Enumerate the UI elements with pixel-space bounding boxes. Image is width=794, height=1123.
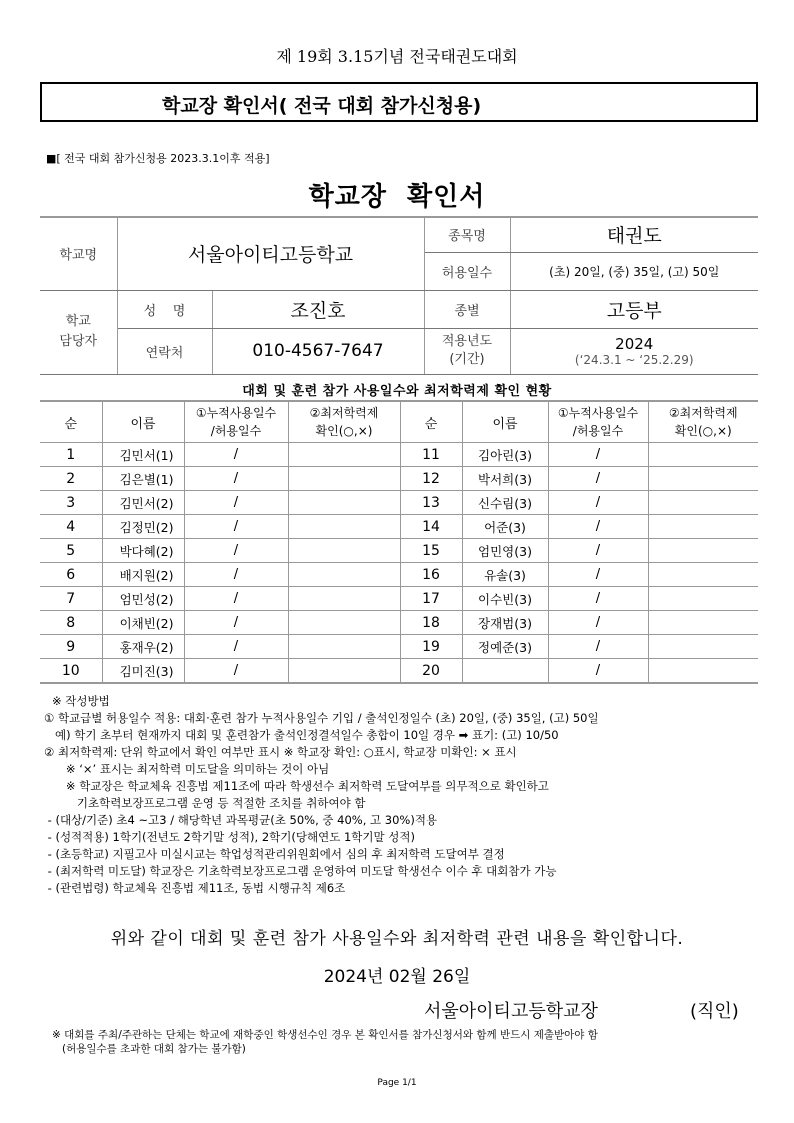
event-value: 태권도 [510, 217, 758, 252]
header-days: ①누적사용일수 /허용일수 [184, 401, 288, 443]
header-academic: ②최저학력제 확인(○,×) [288, 401, 400, 443]
student-name: 유솔(3) [462, 563, 548, 587]
footnote [52, 1028, 598, 1056]
student-name: 이수빈(3) [462, 587, 548, 611]
instruction-line: - (대상/기준) 초4 ~고3 / 해당학년 과목평균(초 50%, 중 40%, 고 30%)적용 [44, 813, 438, 827]
table-row [40, 467, 758, 491]
academic-check [648, 467, 758, 491]
issue-date: 2024년 02월 26일 [323, 967, 471, 987]
student-name: 정예준(3) [462, 635, 548, 659]
event-title: 제 19회 3.15기념 전국태권도대회 [276, 47, 518, 66]
academic-check [288, 539, 400, 563]
row-number: 1 [40, 443, 102, 467]
row-number: 3 [40, 491, 102, 515]
student-name: 장재범(3) [462, 611, 548, 635]
academic-check [288, 515, 400, 539]
row-number: 15 [400, 539, 462, 563]
student-name: 박다혜(2) [102, 539, 184, 563]
instruction-line: 예) 학기 초부터 현재까지 대회 및 훈련참가 출석인정결석일수 총합이 10일 경우 ➡ 표기: (고) 10/50 [44, 728, 559, 742]
student-name: 어준(3) [462, 515, 548, 539]
row-number: 4 [40, 515, 102, 539]
academic-check [648, 563, 758, 587]
student-name: 이채빈(2) [102, 611, 184, 635]
row-number: 6 [40, 563, 102, 587]
student-name: 김은별(1) [102, 467, 184, 491]
table-row [40, 515, 758, 539]
cumulative-days: / [184, 539, 288, 563]
school-name-value: 서울아이티고등학교 [117, 217, 424, 290]
document-heading: 학교장 확인서( 전국 대회 참가신청용) [162, 95, 482, 117]
status-title: 대회 및 훈련 참가 사용일수와 최저학력제 확인 현황 [242, 384, 552, 399]
cumulative-days: / [184, 515, 288, 539]
division-label: 종별 [424, 290, 510, 328]
main-title: 학교장 확인서 [308, 182, 486, 212]
instruction-line: ※ 학교장은 학교체육 진흥법 제11조에 따라 학생선수 최저학력 도달여부를 의무적으로 확인하고 [44, 779, 549, 793]
cumulative-days: / [548, 587, 648, 611]
division-value: 고등부 [510, 290, 758, 328]
cumulative-days: / [548, 611, 648, 635]
academic-check [288, 491, 400, 515]
instruction-line: - (관련법령) 학교체육 진흥법 제11조, 동법 시행규칙 제6조 [44, 881, 346, 895]
header-name: 이름 [102, 401, 184, 443]
table-row [40, 539, 758, 563]
footnote-line: ※ 대회를 주최/주관하는 단체는 학교에 재학중인 학생선수인 경우 본 확인서를 참가신청서와 함께 반드시 제출받아야 함 [52, 1029, 598, 1041]
row-number: 11 [400, 443, 462, 467]
manager-label: 학교 담당자 [40, 290, 117, 374]
manager-name-value: 조진호 [212, 290, 424, 328]
contact-value: 010-4567-7647 [212, 328, 424, 374]
instruction-line: 기초학력보장프로그램 운영 등 적절한 조치를 취하여야 함 [44, 796, 366, 810]
academic-check [288, 467, 400, 491]
period-value: (‘24.3.1 ~ ‘25.2.29) [574, 353, 694, 367]
academic-check [288, 443, 400, 467]
table-row [40, 635, 758, 659]
academic-check [288, 611, 400, 635]
header-days: ①누적사용일수 /허용일수 [548, 401, 648, 443]
instruction-line: ② 최저학력제: 단위 학교에서 확인 여부만 표시 ※ 학교장 확인: ○표시, 학교장 미확인: × 표시 [44, 745, 517, 759]
cumulative-days: / [548, 539, 648, 563]
student-name: 김미진(3) [102, 659, 184, 684]
instruction-line: ① 학교급별 허용일수 적용: 대회·훈련 참가 누적사용일수 기입 / 출석인정일수 (초) 20일, (중) 35일, (고) 50일 [44, 711, 599, 725]
instruction-line: ※ ‘×’ 표시는 최저학력 미도달을 의미하는 것이 아님 [44, 762, 330, 776]
cumulative-days: / [184, 587, 288, 611]
row-number: 20 [400, 659, 462, 684]
cumulative-days: / [548, 491, 648, 515]
academic-check [648, 443, 758, 467]
school-info-table [40, 216, 758, 375]
row-number: 7 [40, 587, 102, 611]
academic-check [648, 587, 758, 611]
instructions-heading: ※ 작성방법 [52, 694, 110, 708]
academic-check [288, 587, 400, 611]
cumulative-days: / [184, 659, 288, 684]
allowed-days-value: (초) 20일, (중) 35일, (고) 50일 [510, 252, 758, 290]
manager-name-label: 성 명 [117, 290, 212, 328]
official-seal-label: (직인) [690, 1001, 739, 1022]
academic-check [648, 539, 758, 563]
cumulative-days: / [548, 443, 648, 467]
year-label: 적용년도 (기간) [424, 328, 510, 374]
student-name: 박서희(3) [462, 467, 548, 491]
student-name: 홍재우(2) [102, 635, 184, 659]
cumulative-days: / [548, 467, 648, 491]
instruction-line: - (최저학력 미도달) 학교장은 기초학력보장프로그램 운영하여 미도달 학생선수 이수 후 대회참가 가능 [44, 864, 557, 878]
header-academic: ②최저학력제 확인(○,×) [648, 401, 758, 443]
row-number: 5 [40, 539, 102, 563]
instructions-list [44, 710, 599, 897]
row-number: 9 [40, 635, 102, 659]
cumulative-days: / [548, 563, 648, 587]
student-name: 김정민(2) [102, 515, 184, 539]
student-name: 김민서(1) [102, 443, 184, 467]
academic-check [648, 635, 758, 659]
student-name: 배지원(2) [102, 563, 184, 587]
header-name: 이름 [462, 401, 548, 443]
table-row [40, 659, 758, 684]
cumulative-days: / [548, 659, 648, 684]
event-label: 종목명 [424, 217, 510, 252]
student-name [462, 659, 548, 684]
document-heading-box [40, 82, 758, 122]
school-name-label: 학교명 [40, 217, 117, 290]
year-value: 2024 [615, 335, 654, 353]
year-cell [510, 328, 758, 374]
academic-check [648, 491, 758, 515]
header-no: 순 [40, 401, 102, 443]
row-number: 16 [400, 563, 462, 587]
cumulative-days: / [548, 635, 648, 659]
academic-check [288, 563, 400, 587]
cumulative-days: / [184, 611, 288, 635]
table-row [40, 491, 758, 515]
cumulative-days: / [184, 467, 288, 491]
cumulative-days: / [184, 443, 288, 467]
row-number: 12 [400, 467, 462, 491]
table-row [40, 563, 758, 587]
contact-label: 연락처 [117, 328, 212, 374]
status-table [40, 400, 758, 684]
row-number: 10 [40, 659, 102, 684]
header-no: 순 [400, 401, 462, 443]
student-name: 김민서(2) [102, 491, 184, 515]
cumulative-days: / [184, 491, 288, 515]
instruction-line: - (초등학교) 지필고사 미실시교는 학업성적관리위원회에서 심의 후 최저학력 도달여부 결정 [44, 847, 505, 861]
footnote-line: (허용일수를 초과한 대회 참가는 불가함) [52, 1043, 246, 1055]
academic-check [288, 635, 400, 659]
student-name: 김아린(3) [462, 443, 548, 467]
allowed-days-label: 허용일수 [424, 252, 510, 290]
row-number: 13 [400, 491, 462, 515]
row-number: 18 [400, 611, 462, 635]
cumulative-days: / [548, 515, 648, 539]
page-number: Page 1/1 [377, 1078, 417, 1088]
row-number: 14 [400, 515, 462, 539]
row-number: 2 [40, 467, 102, 491]
student-name: 엄민영(3) [462, 539, 548, 563]
table-row [40, 587, 758, 611]
cumulative-days: / [184, 563, 288, 587]
table-row [40, 611, 758, 635]
student-name: 엄민성(2) [102, 587, 184, 611]
academic-check [648, 515, 758, 539]
cumulative-days: / [184, 635, 288, 659]
row-number: 8 [40, 611, 102, 635]
student-name: 신수림(3) [462, 491, 548, 515]
academic-check [648, 659, 758, 684]
row-number: 19 [400, 635, 462, 659]
confirmation-text: 위와 같이 대회 및 훈련 참가 사용일수와 최저학력 관련 내용을 확인합니다. [110, 929, 684, 949]
academic-check [648, 611, 758, 635]
table-row [40, 443, 758, 467]
application-notice: ■[ 전국 대회 참가신청용 2023.3.1이후 적용] [46, 152, 270, 165]
row-number: 17 [400, 587, 462, 611]
instruction-line: - (성적적용) 1학기(전년도 2학기말 성적), 2학기(당해연도 1학기말 성적) [44, 830, 415, 844]
academic-check [288, 659, 400, 684]
principal-signer: 서울아이티고등학교장 [424, 1001, 598, 1022]
